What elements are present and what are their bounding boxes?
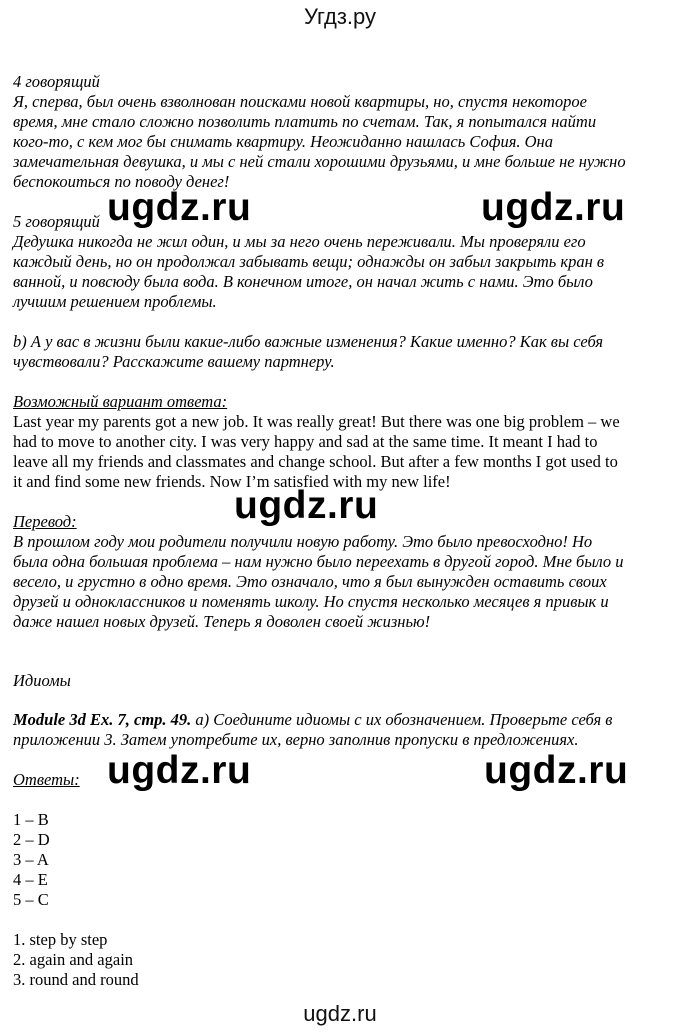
list-item: 5 – C: [13, 890, 49, 909]
list-item: 4 – E: [13, 870, 48, 889]
site-title: Угдз.ру: [303, 4, 377, 29]
speaker-4-section: [13, 72, 673, 192]
module-task-line: приложении 3. Затем употребите их, верно заполнив пропуски в предложениях.: [13, 730, 579, 749]
watermark: ugdz.ru: [484, 749, 629, 792]
list-item: 2 – D: [13, 830, 50, 849]
module-task-line: [13, 710, 673, 730]
list-item: 1 – B: [13, 810, 49, 829]
speaker-5-heading: 5 говорящий: [13, 212, 100, 231]
watermark: ugdz.ru: [481, 186, 626, 229]
list-item: 1. step by step: [13, 930, 108, 949]
answer-line: had to move to another city. I was very happy and sad at the same time. It meant I had to: [13, 432, 598, 451]
speaker-4-line: беспокоиться по поводу денег!: [13, 172, 230, 191]
task-b-line: b) А у вас в жизни были какие-либо важные изменения? Какие именно? Как вы себя: [13, 332, 604, 351]
translation-heading: Перевод:: [13, 512, 77, 531]
answer-heading: Возможный вариант ответа:: [13, 392, 228, 411]
idioms-section: [13, 671, 673, 691]
list-item: 3 – A: [13, 850, 49, 869]
speaker-4-line: время, мне стало сложно позволить платить по счетам. Так, я попытался найти: [13, 112, 597, 131]
translation-line: весело, и грустно в одно время. Это означало, что я был вынужден оставить своих: [13, 572, 607, 591]
speaker-5-line: Дедушка никогда не жил один, и мы за него очень переживали. Мы проверяли его: [13, 232, 586, 251]
task-b-section: [13, 332, 673, 372]
translation-line: была одна большая проблема – нам нужно было переехать в другой город. Мне было и: [13, 552, 624, 571]
speaker-4-line: Я, сперва, был очень взволнован поисками новой квартиры, но, спустя некоторое: [13, 92, 587, 111]
translation-section: [13, 512, 673, 632]
list-item: 2. again and again: [13, 950, 134, 969]
list-item: 3. round and round: [13, 970, 139, 989]
translation-line: В прошлом году мои родители получили новую работу. Это было превосходно! Но: [13, 532, 593, 551]
answers-heading: Ответы:: [13, 770, 80, 789]
matches-list: [13, 810, 673, 910]
idioms-heading: Идиомы: [13, 671, 71, 690]
translation-line: даже нашел новых друзей. Теперь я доволен своей жизнью!: [13, 612, 431, 631]
phrases-list: [13, 930, 673, 990]
module-ref: Module 3d Ex. 7, стр. 49.: [13, 710, 192, 729]
watermark: ugdz.ru: [107, 186, 252, 229]
speaker-5-line: лучшим решением проблемы.: [13, 292, 217, 311]
answer-line: Last year my parents got a new job. It was really great! But there was one big problem – we: [13, 412, 620, 431]
speaker-4-heading: 4 говорящий: [13, 72, 100, 91]
footer-site-name: ugdz.ru: [303, 1001, 377, 1026]
task-b-line: чувствовали? Расскажите вашему партнеру.: [13, 352, 335, 371]
answer-line: leave all my friends and classmates and change school. But after a few months I got used to: [13, 452, 618, 471]
translation-line: друзей и одноклассников и поменять школу. Но спустя несколько месяцев я привык и: [13, 592, 609, 611]
speaker-4-line: замечательная девушка, и мы с ней стали хорошими друзьями, и мне больше не нужно: [13, 152, 626, 171]
answer-line: it and find some new friends. Now I’m satisfied with my new life!: [13, 472, 451, 491]
speaker-5-line: ванной, и повсюду была вода. В конечном итоге, он начал жить с нами. Это было: [13, 272, 593, 291]
module-task-text: а) Соедините идиомы с их обозначением. Проверьте себя в: [191, 710, 613, 729]
answer-section: [13, 392, 673, 492]
module-task-section: [13, 710, 673, 750]
speaker-4-line: кого-то, с кем мог бы снимать квартиру. Неожиданно нашлась София. Она: [13, 132, 553, 151]
watermark: ugdz.ru: [234, 484, 379, 527]
watermark: ugdz.ru: [107, 749, 252, 792]
speaker-5-line: каждый день, но он продолжал забывать вещи; однажды он забыл закрыть кран в: [13, 252, 605, 271]
